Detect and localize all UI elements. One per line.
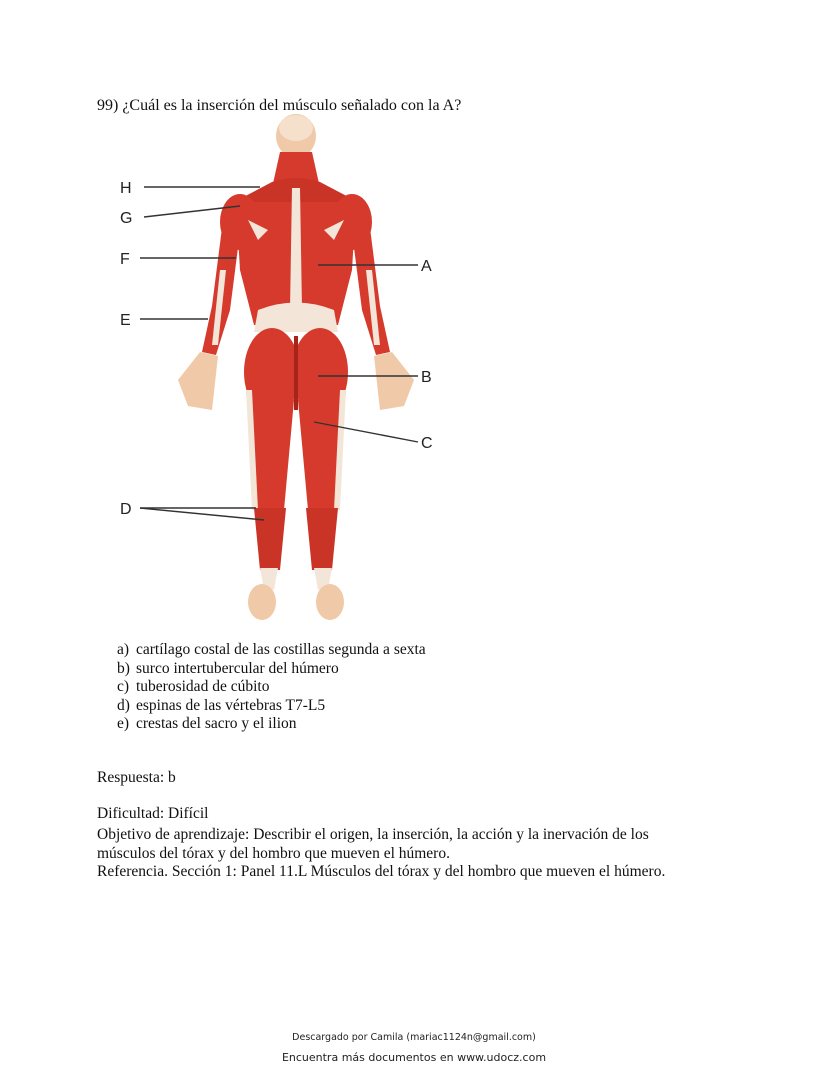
answer-text: Respuesta: b (97, 769, 176, 786)
question-title: 99) ¿Cuál es la inserción del músculo señalado con la A? (97, 97, 462, 114)
option-a: a) cartílago costal de las costillas segunda a sexta (117, 641, 426, 658)
learning-objective: Objetivo de aprendizaje: Describir el origen, la inserción, la acción y la inervación de los músculos del tórax y del hombro que mueven el húmero. (97, 826, 649, 862)
reference: Referencia. Sección 1: Panel 11.L Músculos del tórax y del hombro que mueven el húmero. (97, 863, 666, 880)
right-foot (316, 584, 344, 620)
answer-options (117, 641, 426, 734)
label-h: H (120, 180, 132, 197)
option-d: d) espinas de las vértebras T7-L5 (117, 696, 326, 714)
label-a: A (421, 258, 432, 275)
label-e: E (120, 312, 131, 329)
option-c: c) tuberosidad de cúbito (117, 678, 270, 696)
label-f: F (120, 251, 130, 268)
left-calf (254, 508, 286, 570)
label-d: D (120, 501, 132, 518)
left-hand (178, 352, 218, 410)
right-calf (306, 508, 338, 570)
footer-downloaded-by: Descargado por Camila (mariac1124n@gmail.com) (292, 1032, 536, 1043)
label-g: G (120, 210, 133, 227)
posterior-muscle-illustration (108, 110, 448, 630)
right-hand (374, 352, 414, 410)
option-e: e) crestas del sacro y el ilion (117, 715, 297, 733)
difficulty-text: Dificultad: Difícil (97, 805, 209, 822)
left-foot (248, 584, 276, 620)
label-b: B (421, 369, 432, 386)
option-b: b) surco intertubercular del húmero (117, 659, 339, 677)
footer-more-docs-link[interactable]: Encuentra más documentos en www.udocz.com (281, 1051, 547, 1064)
muscle-figure (108, 110, 448, 630)
question-metadata (97, 826, 707, 882)
label-c: C (421, 435, 433, 452)
